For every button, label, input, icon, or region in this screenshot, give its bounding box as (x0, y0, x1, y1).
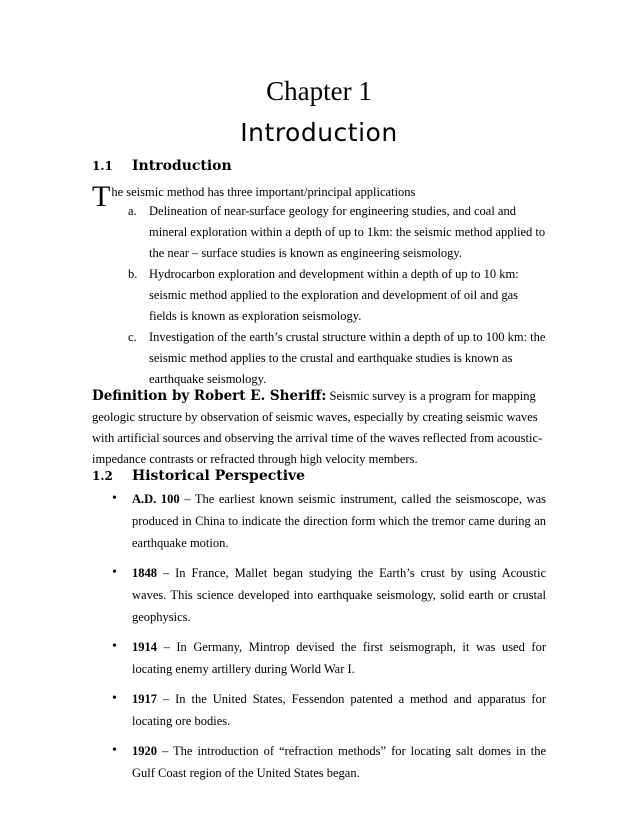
list-item (112, 562, 546, 628)
list-marker: a. (128, 204, 137, 218)
list-marker: b. (128, 267, 138, 281)
list-item-text: Delineation of near-surface geology for engineering studies, and coal and mineral exploration within a depth of up to 1km: the seismic method applied to the near – surface studies is known as engineering seismology. (149, 204, 546, 260)
history-text: – The earliest known seismic instrument, called the seismoscope, was produced in China to indicate the direction form which the tremor came during an earthquake motion. (132, 492, 546, 550)
list-item-text: Investigation of the earth’s crustal structure within a depth of up to 100 km: the seismic method applies to the crustal and earthquake studies is known as earthquake seismology. (149, 330, 546, 386)
chapter-title: Introduction (240, 118, 398, 147)
definition-paragraph (92, 386, 547, 470)
list-item (128, 327, 548, 390)
history-list (112, 488, 546, 792)
section-title: Introduction (132, 158, 232, 174)
intro-text: he seismic method has three important/principal applications (111, 185, 416, 199)
bullet-icon: • (112, 639, 117, 654)
history-text: – The introduction of “refraction methods” for locating salt domes in the Gulf Coast region of the United States began. (132, 744, 546, 780)
bullet-icon: • (112, 743, 117, 758)
list-item (112, 740, 546, 784)
history-text: – In Germany, Mintrop devised the first seismograph, it was used for locating enemy artillery during World War I. (132, 640, 546, 676)
definition-text: Seismic survey is a program for mapping geologic structure by observation of seismic waves, especially by creating seismic waves with artificial sources and observing the arrival time of the waves reflected from acoustic-impedance contrasts or refracted through high velocity members. (92, 389, 543, 466)
section-number: 1.1 (92, 159, 113, 173)
section-heading-1-1 (92, 158, 232, 174)
history-text: – In France, Mallet began studying the Earth’s crust by using Acoustic waves. This science developed into earthquake seismology, solid earth or crustal geophysics. (132, 566, 546, 624)
section-title: Historical Perspective (132, 468, 306, 484)
applications-list (128, 201, 548, 390)
section-number: 1.2 (92, 469, 113, 483)
bullet-icon: • (112, 691, 117, 706)
list-marker: c. (128, 330, 137, 344)
list-item (128, 201, 548, 264)
list-item (112, 688, 546, 732)
history-year: 1920 (132, 744, 157, 758)
list-item-text: Hydrocarbon exploration and development within a depth of up to 10 km: seismic method applied to the exploration and development of oil and gas fields is known as exploration seismology. (149, 267, 519, 323)
list-item (112, 636, 546, 680)
bullet-icon: • (112, 491, 117, 506)
list-item (112, 488, 546, 554)
chapter-label: Chapter 1 (266, 76, 372, 106)
list-item (128, 264, 548, 327)
bullet-icon: • (112, 565, 117, 580)
history-year: A.D. 100 (132, 492, 180, 506)
definition-label: Definition by Robert E. Sheriff: (92, 388, 327, 404)
drop-cap: T (92, 180, 111, 213)
history-year: 1848 (132, 566, 157, 580)
history-text: – In the United States, Fessendon patented a method and apparatus for locating ore bodies. (132, 692, 546, 728)
history-year: 1917 (132, 692, 157, 706)
history-year: 1914 (132, 640, 157, 654)
section-heading-1-2 (92, 468, 305, 484)
